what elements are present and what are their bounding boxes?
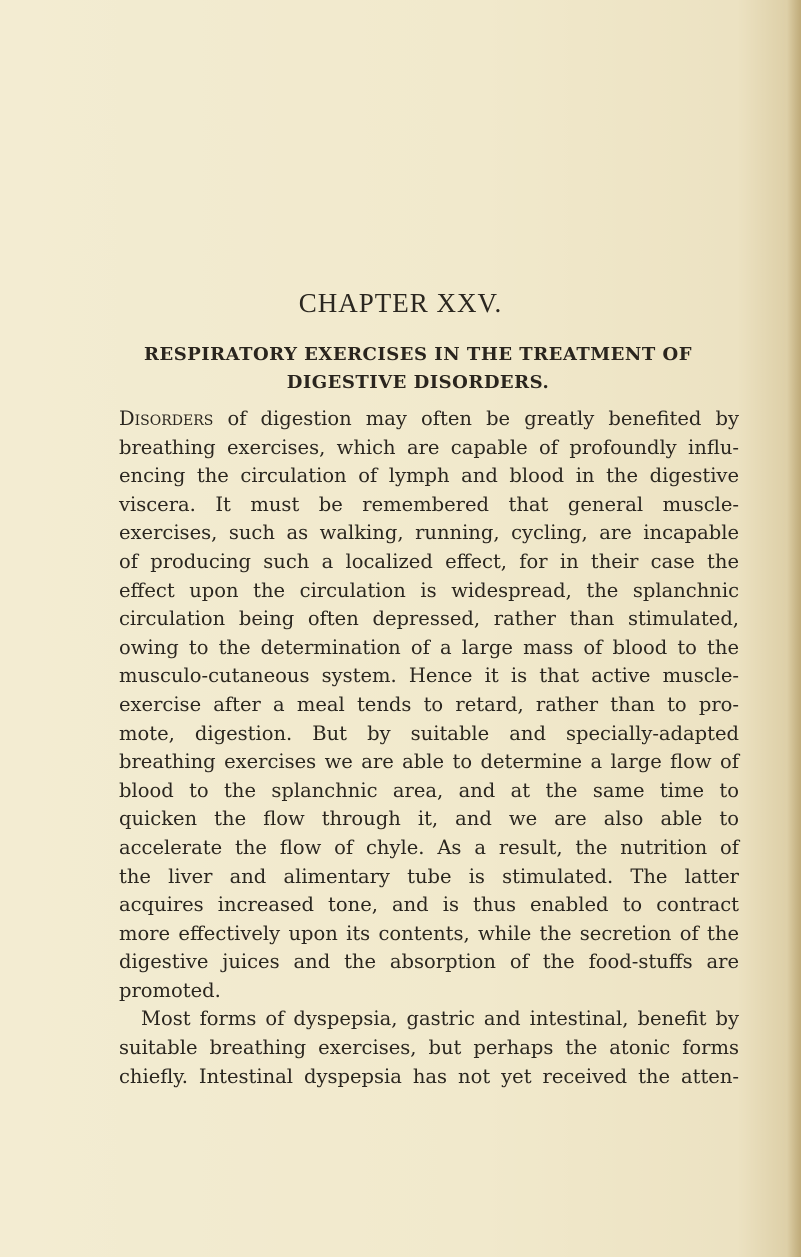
text-line: blood to the splanchnic area, and at the same time to [119,778,739,802]
text-line: suitable breathing exercises, but perhaps the atonic forms [119,1036,739,1060]
text-line: promoted. [119,978,221,1002]
text-line: exercises, such as walking, running, cycling, are incapable [119,521,739,545]
text-line: encing the circulation of lymph and blood in the digestive [119,464,739,488]
text-line: owing to the determination of a large mass of blood to the [119,635,739,659]
text-line: mote, digestion. But by suitable and specially-adapted [119,721,739,745]
text-line: breathing exercises, which are capable of profoundly influ- [119,435,739,459]
text-line: chiefly. Intestinal dyspepsia has not yet received the atten- [119,1064,739,1088]
body-text [119,405,739,1091]
text-line: Most forms of dyspepsia, gastric and intestinal, benefit by [141,1007,739,1031]
text-line: more effectively upon its contents, while the secretion of the [119,921,739,945]
text-line: musculo-cutaneous system. Hence it is that active muscle- [119,664,739,688]
text-line: effect upon the circulation is widespread, the splanchnic [119,578,739,602]
text-line: quicken the flow through it, and we are also able to [119,807,739,831]
text-line: the liver and alimentary tube is stimulated. The latter [119,864,739,888]
text-line: Disorders of digestion may often be greatly benefited by [119,407,739,430]
text-line: accelerate the flow of chyle. As a result, the nutrition of [119,835,739,859]
text-line: viscera. It must be remembered that general muscle- [119,492,739,516]
heading-line-2: DIGESTIVE DISORDERS. [286,372,550,393]
page-edge-shadow [787,0,801,1257]
text-line: circulation being often depressed, rather than stimulated, [119,607,739,631]
text-line: of producing such a localized effect, for in their case the [119,549,739,573]
drop-word: Disorders [119,407,214,430]
heading-line-1: RESPIRATORY EXERCISES IN THE TREATMENT OF [144,344,692,365]
chapter-title: CHAPTER XXV. [298,288,503,318]
text-line: exercise after a meal tends to retard, rather than to pro- [119,692,739,716]
text-line: digestive juices and the absorption of the food-stuffs are [119,950,739,974]
chapter-heading [118,341,718,397]
text-line: breathing exercises we are able to determine a large flow of [119,750,739,774]
text-line: acquires increased tone, and is thus enabled to contract [119,893,739,917]
